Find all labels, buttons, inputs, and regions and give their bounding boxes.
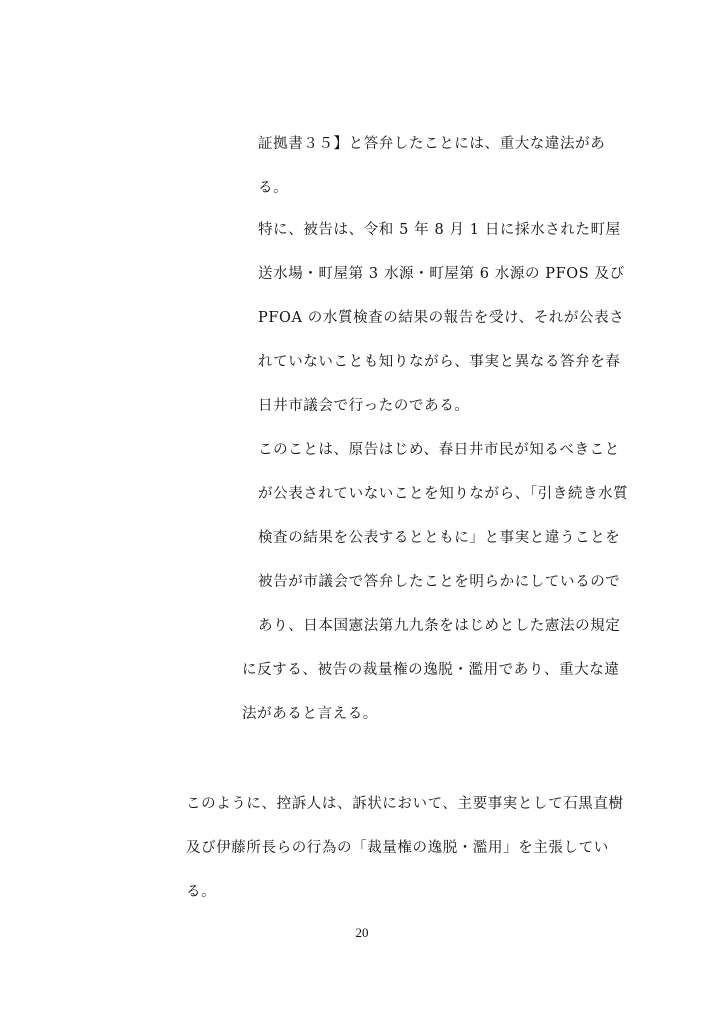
text-line: る。 xyxy=(258,180,289,196)
text-line: 法があると言える。 xyxy=(242,706,378,722)
text-line: 検査の結果を公表するとともに」と事実と違うことを xyxy=(258,530,621,546)
text-line: 証拠書３５】と答弁したことには、重大な違法があ xyxy=(258,136,606,152)
page-number: 20 xyxy=(355,925,369,940)
text-line: このように、控訴人は、訴状において、主要事実として石黒直樹 xyxy=(186,796,624,812)
text-line: PFOA の水質検査の結果の報告を受け、それが公表さ xyxy=(258,310,625,326)
text-line: 及び伊藤所長らの行為の「裁量権の逸脱・濫用」を主張してい xyxy=(186,840,609,856)
text-line: あり、日本国憲法第九九条をはじめとした憲法の規定 xyxy=(258,618,621,634)
text-line: に反する、被告の裁量権の逸脱・濫用であり、重大な違 xyxy=(242,662,620,678)
text-line: る。 xyxy=(186,884,217,900)
text-line: 被告が市議会で答弁したことを明らかにしているので xyxy=(258,574,621,590)
text-line: 送水場・町屋第 3 水源・町屋第 6 水源の PFOS 及び xyxy=(258,266,625,282)
text-line: 日井市議会で行ったのである。 xyxy=(258,398,470,414)
text-line: 特に、被告は、令和 5 年 8 月 1 日に採水された町屋 xyxy=(258,222,621,238)
text-line: このことは、原告はじめ、春日井市民が知るべきこと xyxy=(258,442,620,458)
text-line: が公表されていないことを知りながら、「引き続き水質 xyxy=(258,486,629,502)
text-line: れていないことも知りながら、事実と異なる答弁を春 xyxy=(258,354,621,370)
